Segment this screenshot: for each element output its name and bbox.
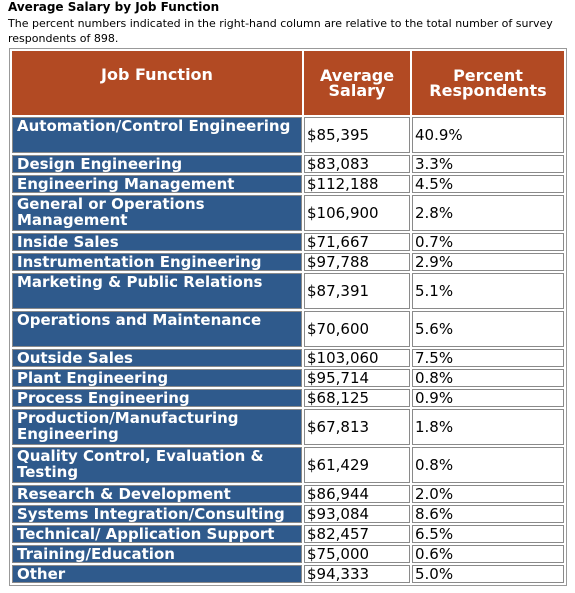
table-row: [12, 233, 564, 251]
salary-cell: $67,813: [304, 409, 410, 445]
salary-cell: $106,900: [304, 195, 410, 231]
salary-cell: $94,333: [304, 565, 410, 583]
header-average-salary-line2: Salary: [328, 81, 386, 100]
salary-cell: $70,600: [304, 311, 410, 347]
percent-cell: 2.8%: [412, 195, 564, 231]
job-function-cell: Systems Integration/Consulting: [12, 505, 302, 523]
percent-cell: 6.5%: [412, 525, 564, 543]
job-function-cell: General or Operations Management: [12, 195, 302, 231]
job-function-cell: Automation/Control Engineering: [12, 117, 302, 153]
percent-cell: 5.0%: [412, 565, 564, 583]
salary-cell: $83,083: [304, 155, 410, 173]
percent-cell: 0.9%: [412, 389, 564, 407]
header-percent-line1: Percent: [453, 66, 523, 85]
job-function-cell: Operations and Maintenance: [12, 311, 302, 347]
table-row: [12, 409, 564, 445]
percent-cell: 0.6%: [412, 545, 564, 563]
table-row: [12, 447, 564, 483]
salary-cell: $86,944: [304, 485, 410, 503]
salary-cell: $87,391: [304, 273, 410, 309]
salary-cell: $85,395: [304, 117, 410, 153]
job-function-cell: Training/Education: [12, 545, 302, 563]
job-function-cell: Plant Engineering: [12, 369, 302, 387]
table-row: [12, 175, 564, 193]
salary-cell: $95,714: [304, 369, 410, 387]
job-function-cell: Process Engineering: [12, 389, 302, 407]
salary-cell: $103,060: [304, 349, 410, 367]
job-function-cell: Engineering Management: [12, 175, 302, 193]
header-average-salary: [304, 51, 410, 115]
percent-cell: 7.5%: [412, 349, 564, 367]
header-job-function: Job Function: [12, 51, 302, 115]
table-header: [12, 51, 564, 115]
table-row: [12, 485, 564, 503]
header-percent-respondents: [412, 51, 564, 115]
salary-cell: $112,188: [304, 175, 410, 193]
table-row: [12, 369, 564, 387]
table-row: [12, 545, 564, 563]
header-row: [12, 51, 564, 115]
job-function-cell: Marketing & Public Relations: [12, 273, 302, 309]
job-function-cell: Production/Manufacturing Engineering: [12, 409, 302, 445]
percent-cell: 4.5%: [412, 175, 564, 193]
table-row: [12, 389, 564, 407]
percent-cell: 2.0%: [412, 485, 564, 503]
table-body: [12, 117, 564, 583]
table-row: [12, 349, 564, 367]
job-function-cell: Technical/ Application Support: [12, 525, 302, 543]
table-row: [12, 505, 564, 523]
salary-cell: $71,667: [304, 233, 410, 251]
table-row: [12, 273, 564, 309]
table-row: [12, 117, 564, 153]
table-row: [12, 195, 564, 231]
table-row: [12, 155, 564, 173]
job-function-cell: Research & Development: [12, 485, 302, 503]
table-row: [12, 565, 564, 583]
percent-cell: 3.3%: [412, 155, 564, 173]
percent-cell: 1.8%: [412, 409, 564, 445]
percent-cell: 40.9%: [412, 117, 564, 153]
table-row: [12, 253, 564, 271]
salary-cell: $82,457: [304, 525, 410, 543]
salary-cell: $97,788: [304, 253, 410, 271]
salary-cell: $75,000: [304, 545, 410, 563]
job-function-cell: Other: [12, 565, 302, 583]
salary-cell: $68,125: [304, 389, 410, 407]
percent-cell: 0.7%: [412, 233, 564, 251]
percent-cell: 0.8%: [412, 447, 564, 483]
job-function-cell: Quality Control, Evaluation & Testing: [12, 447, 302, 483]
percent-cell: 2.9%: [412, 253, 564, 271]
job-function-cell: Inside Sales: [12, 233, 302, 251]
percent-cell: 5.6%: [412, 311, 564, 347]
job-function-cell: Instrumentation Engineering: [12, 253, 302, 271]
salary-table: [9, 48, 567, 586]
salary-cell: $93,084: [304, 505, 410, 523]
percent-cell: 8.6%: [412, 505, 564, 523]
percent-cell: 5.1%: [412, 273, 564, 309]
job-function-cell: Design Engineering: [12, 155, 302, 173]
page-title: Average Salary by Job Function: [8, 0, 220, 14]
table-row: [12, 525, 564, 543]
percent-cell: 0.8%: [412, 369, 564, 387]
table-row: [12, 311, 564, 347]
job-function-cell: Outside Sales: [12, 349, 302, 367]
intro-text: The percent numbers indicated in the right-hand column are relative to the total number of survey respondents of 898.: [8, 17, 553, 45]
header-percent-line2: Respondents: [429, 81, 547, 100]
salary-cell: $61,429: [304, 447, 410, 483]
header-average-salary-line1: Average: [319, 66, 395, 85]
